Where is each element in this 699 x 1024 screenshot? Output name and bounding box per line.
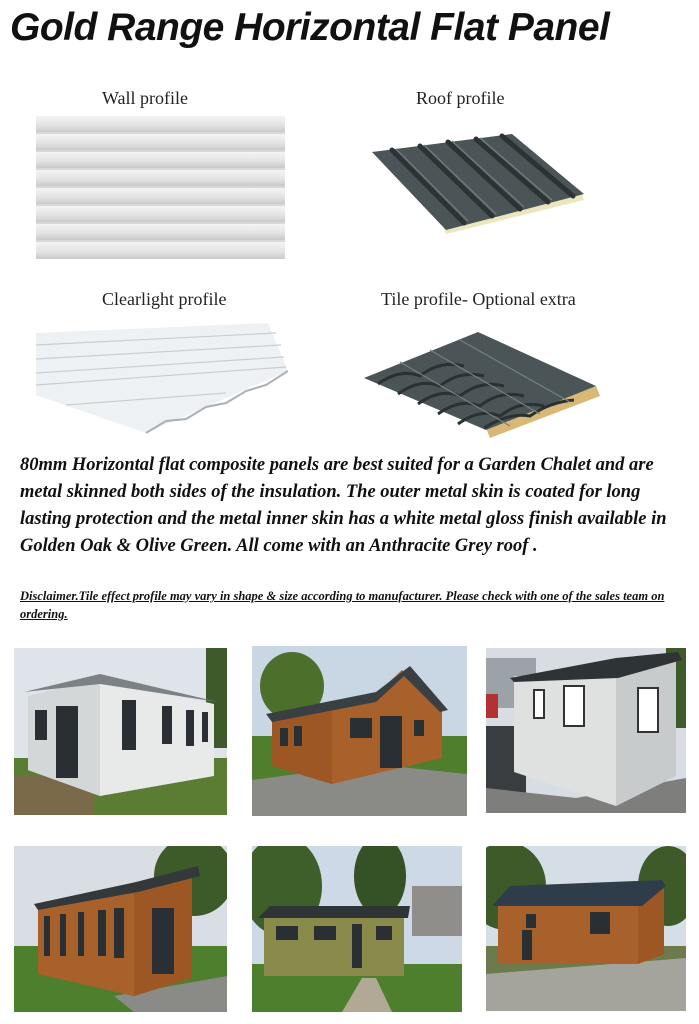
clearlight-profile-caption: Clearlight profile	[102, 289, 227, 309]
wall-profile-caption: Wall profile	[102, 88, 189, 108]
wall-profile-image	[36, 116, 285, 259]
white-garden-chalet-photo	[14, 648, 227, 815]
disclaimer-note: Disclaimer.Tile effect profile may vary in shape & size according to manufacturer. Please check with one of the sales team on ordering.	[20, 589, 665, 621]
golden-oak-chalet-photo	[252, 646, 467, 816]
roof-profile-caption: Roof profile	[416, 88, 505, 108]
tile-profile-image	[360, 330, 602, 440]
page-title: Gold Range Horizontal Flat Panel	[10, 6, 610, 49]
roof-profile-image	[368, 130, 590, 240]
panel-description: 80mm Horizontal flat composite panels are best suited for a Garden Chalet and are metal skinned both sides of the insulation. The outer metal skin is coated for long lasting protection and the metal inner skin has a white metal gloss finish available in Golden Oak & Olive Green. All come with an Anthracite Grey roof .	[20, 455, 667, 556]
white-garden-room-photo	[486, 648, 686, 813]
golden-oak-cabin-photo	[486, 846, 686, 1011]
golden-oak-garden-room-photo	[14, 846, 227, 1012]
olive-green-chalet-photo	[252, 846, 462, 1012]
clearlight-profile-image	[36, 323, 288, 435]
tile-profile-caption: Tile profile- Optional extra	[381, 289, 576, 309]
